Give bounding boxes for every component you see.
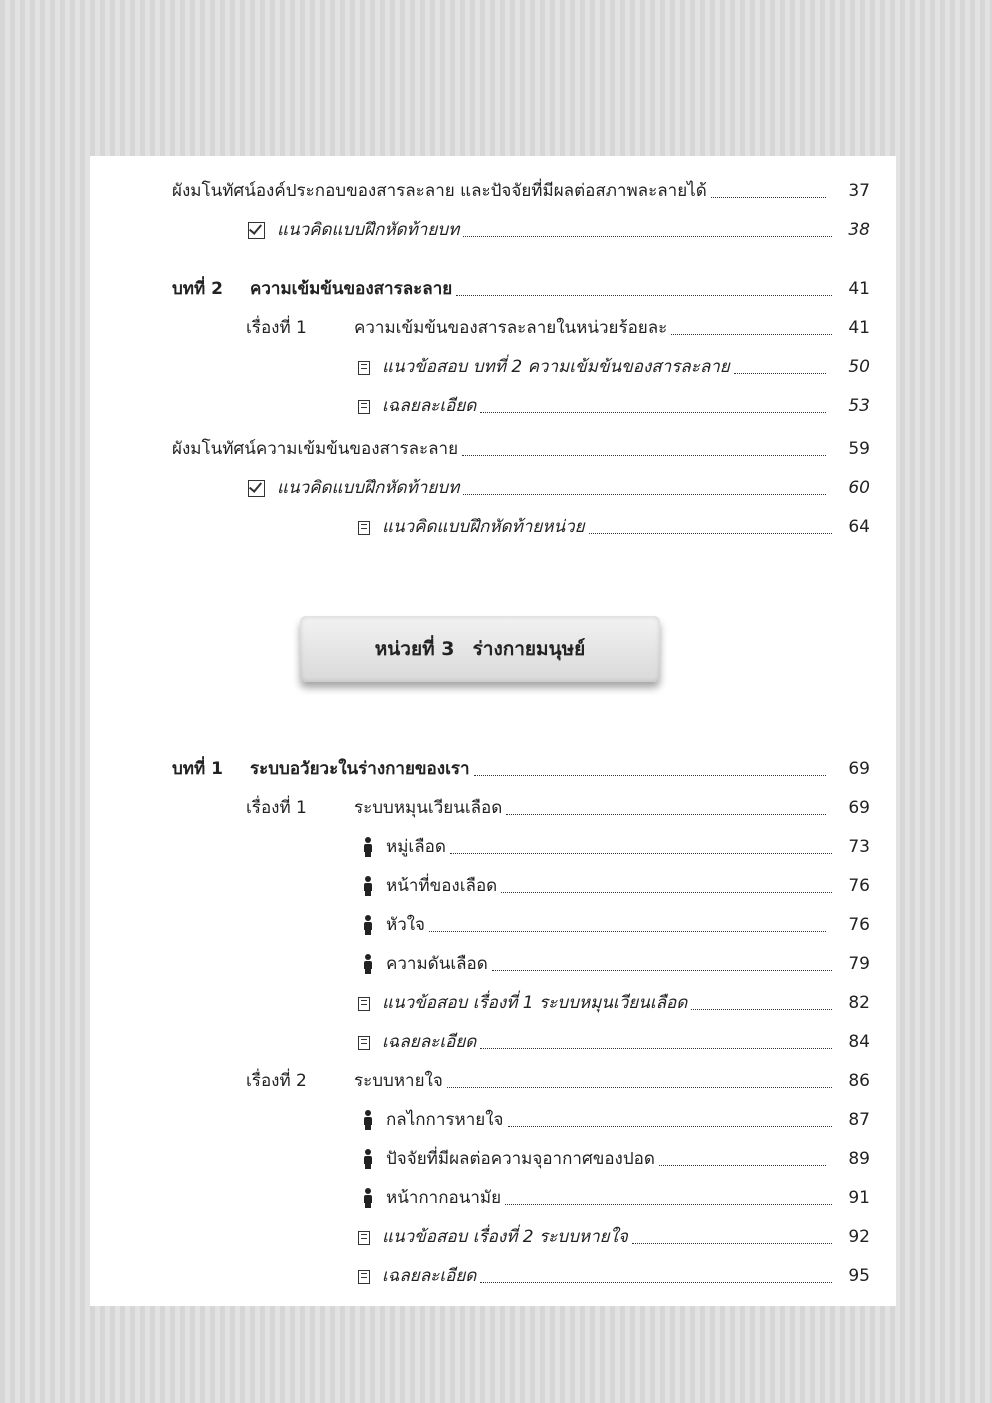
leader-dots [480, 1282, 832, 1283]
leader-dots [492, 970, 832, 971]
leader-dots [447, 1087, 832, 1088]
toc-entry[interactable] [90, 1027, 896, 1057]
page-number: 37 [848, 181, 870, 201]
topic-label: เรื่องที่ 1 [246, 798, 307, 818]
leader-dots [429, 931, 826, 932]
page-number: 87 [848, 1110, 870, 1130]
toc-entry-topic[interactable] [90, 1066, 896, 1096]
toc-entry[interactable] [90, 871, 896, 901]
page-number: 92 [848, 1227, 870, 1247]
leader-dots [691, 1009, 832, 1010]
page-number: 64 [848, 517, 870, 537]
page-number: 76 [848, 915, 870, 935]
leader-dots [508, 1126, 833, 1127]
unit-title: ร่างกายมนุษย์ [472, 638, 586, 660]
toc-entry[interactable] [90, 832, 896, 862]
toc-entry[interactable] [90, 1222, 896, 1252]
document-icon [358, 1231, 370, 1245]
page-number: 59 [848, 439, 870, 459]
unit-label: หน่วยที่ 3 [374, 638, 455, 660]
toc-entry[interactable] [90, 512, 896, 542]
page-number: 41 [848, 279, 870, 299]
entry-title: ความเข้มข้นของสารละลายในหน่วยร้อยละ [354, 318, 668, 338]
page-number: 50 [848, 357, 870, 377]
leader-dots [505, 1204, 832, 1205]
page-number: 79 [848, 954, 870, 974]
person-icon [362, 876, 374, 896]
entry-title: ระบบหายใจ [354, 1071, 443, 1091]
entry-title: ความดันเลือด [386, 954, 488, 974]
toc-entry[interactable] [90, 391, 896, 421]
chapter-label: บทที่ 1 [172, 759, 223, 779]
leader-dots [671, 334, 832, 335]
page-number: 53 [848, 396, 870, 416]
unit-banner [300, 616, 660, 682]
leader-dots [659, 1165, 826, 1166]
entry-title: หน้ากากอนามัย [386, 1188, 502, 1208]
entry-title: แนวคิดแบบฝึกหัดท้ายบท [277, 220, 460, 240]
leader-dots [463, 494, 826, 495]
document-icon [358, 400, 370, 414]
entry-title: แนวข้อสอบ บทที่ 2 ความเข้มข้นของสารละลาย [382, 357, 730, 377]
entry-title: ระบบอวัยวะในร่างกายของเรา [250, 759, 470, 779]
toc-entry[interactable] [90, 1144, 896, 1174]
entry-title: ความเข้มข้นของสารละลาย [250, 279, 453, 299]
leader-dots [480, 412, 826, 413]
entry-title: เฉลยละเอียด [382, 1266, 477, 1286]
leader-dots [450, 853, 832, 854]
document-icon [358, 361, 370, 375]
entry-title: เฉลยละเอียด [382, 1032, 477, 1052]
page-number: 69 [848, 759, 870, 779]
person-icon [362, 1110, 374, 1130]
leader-dots [506, 814, 826, 815]
leader-dots [456, 295, 832, 296]
entry-title: แนวคิดแบบฝึกหัดท้ายหน่วย [382, 517, 585, 537]
person-icon [362, 1188, 374, 1208]
person-icon [362, 954, 374, 974]
entry-title: ปัจจัยที่มีผลต่อความจุอากาศของปอด [386, 1149, 655, 1169]
document-icon [358, 997, 370, 1011]
toc-entry[interactable] [90, 215, 896, 245]
page-number: 95 [848, 1266, 870, 1286]
page-number: 38 [848, 220, 870, 240]
toc-entry-topic[interactable] [90, 793, 896, 823]
entry-title: เฉลยละเอียด [382, 396, 477, 416]
page-number: 84 [848, 1032, 870, 1052]
page-number: 91 [848, 1188, 870, 1208]
person-icon [362, 837, 374, 857]
leader-dots [632, 1243, 832, 1244]
checkbox-icon [248, 480, 265, 497]
entry-title: หน้าที่ของเลือด [386, 876, 498, 896]
leader-dots [474, 775, 826, 776]
entry-title: ผังมโนทัศน์องค์ประกอบของสารละลาย และปัจจัยที่มีผลต่อสภาพละลายได้ [172, 181, 707, 201]
document-icon [358, 1270, 370, 1284]
document-icon [358, 521, 370, 535]
toc-entry-chapter[interactable] [90, 754, 896, 784]
entry-title: หมู่เลือด [386, 837, 446, 857]
toc-entry[interactable] [90, 910, 896, 940]
page-number: 82 [848, 993, 870, 1013]
toc-entry[interactable] [90, 1105, 896, 1135]
entry-title: กลไกการหายใจ [386, 1110, 504, 1130]
leader-dots [734, 373, 826, 374]
chapter-label: บทที่ 2 [172, 279, 223, 299]
entry-title: หัวใจ [386, 915, 426, 935]
toc-entry[interactable] [90, 1183, 896, 1213]
leader-dots [711, 197, 826, 198]
leader-dots [589, 533, 832, 534]
leader-dots [501, 892, 832, 893]
page-number: 73 [848, 837, 870, 857]
toc-entry-topic[interactable] [90, 313, 896, 343]
entry-title: แนวข้อสอบ เรื่องที่ 2 ระบบหายใจ [382, 1227, 628, 1247]
person-icon [362, 915, 374, 935]
entry-title: แนวคิดแบบฝึกหัดท้ายบท [277, 478, 460, 498]
toc-entry[interactable] [90, 1261, 896, 1291]
leader-dots [463, 236, 832, 237]
page-number: 69 [848, 798, 870, 818]
leader-dots [480, 1048, 832, 1049]
page-number: 41 [848, 318, 870, 338]
entry-title: ผังมโนทัศน์ความเข้มข้นของสารละลาย [172, 439, 459, 459]
page-number: 86 [848, 1071, 870, 1091]
leader-dots [462, 455, 826, 456]
topic-label: เรื่องที่ 2 [246, 1071, 307, 1091]
page-number: 89 [848, 1149, 870, 1169]
toc-entry[interactable] [90, 949, 896, 979]
entry-title: ระบบหมุนเวียนเลือด [354, 798, 503, 818]
entry-title: แนวข้อสอบ เรื่องที่ 1 ระบบหมุนเวียนเลือด [382, 993, 688, 1013]
toc-entry-chapter[interactable] [90, 274, 896, 304]
document-icon [358, 1036, 370, 1050]
toc-entry[interactable] [90, 988, 896, 1018]
checkbox-icon [248, 222, 265, 239]
page-number: 76 [848, 876, 870, 896]
toc-entry[interactable] [90, 473, 896, 503]
toc-entry[interactable] [90, 352, 896, 382]
toc-page [90, 156, 896, 1306]
toc-entry[interactable] [90, 434, 896, 464]
toc-entry[interactable] [90, 176, 896, 206]
topic-label: เรื่องที่ 1 [246, 318, 307, 338]
page-number: 60 [848, 478, 870, 498]
person-icon [362, 1149, 374, 1169]
